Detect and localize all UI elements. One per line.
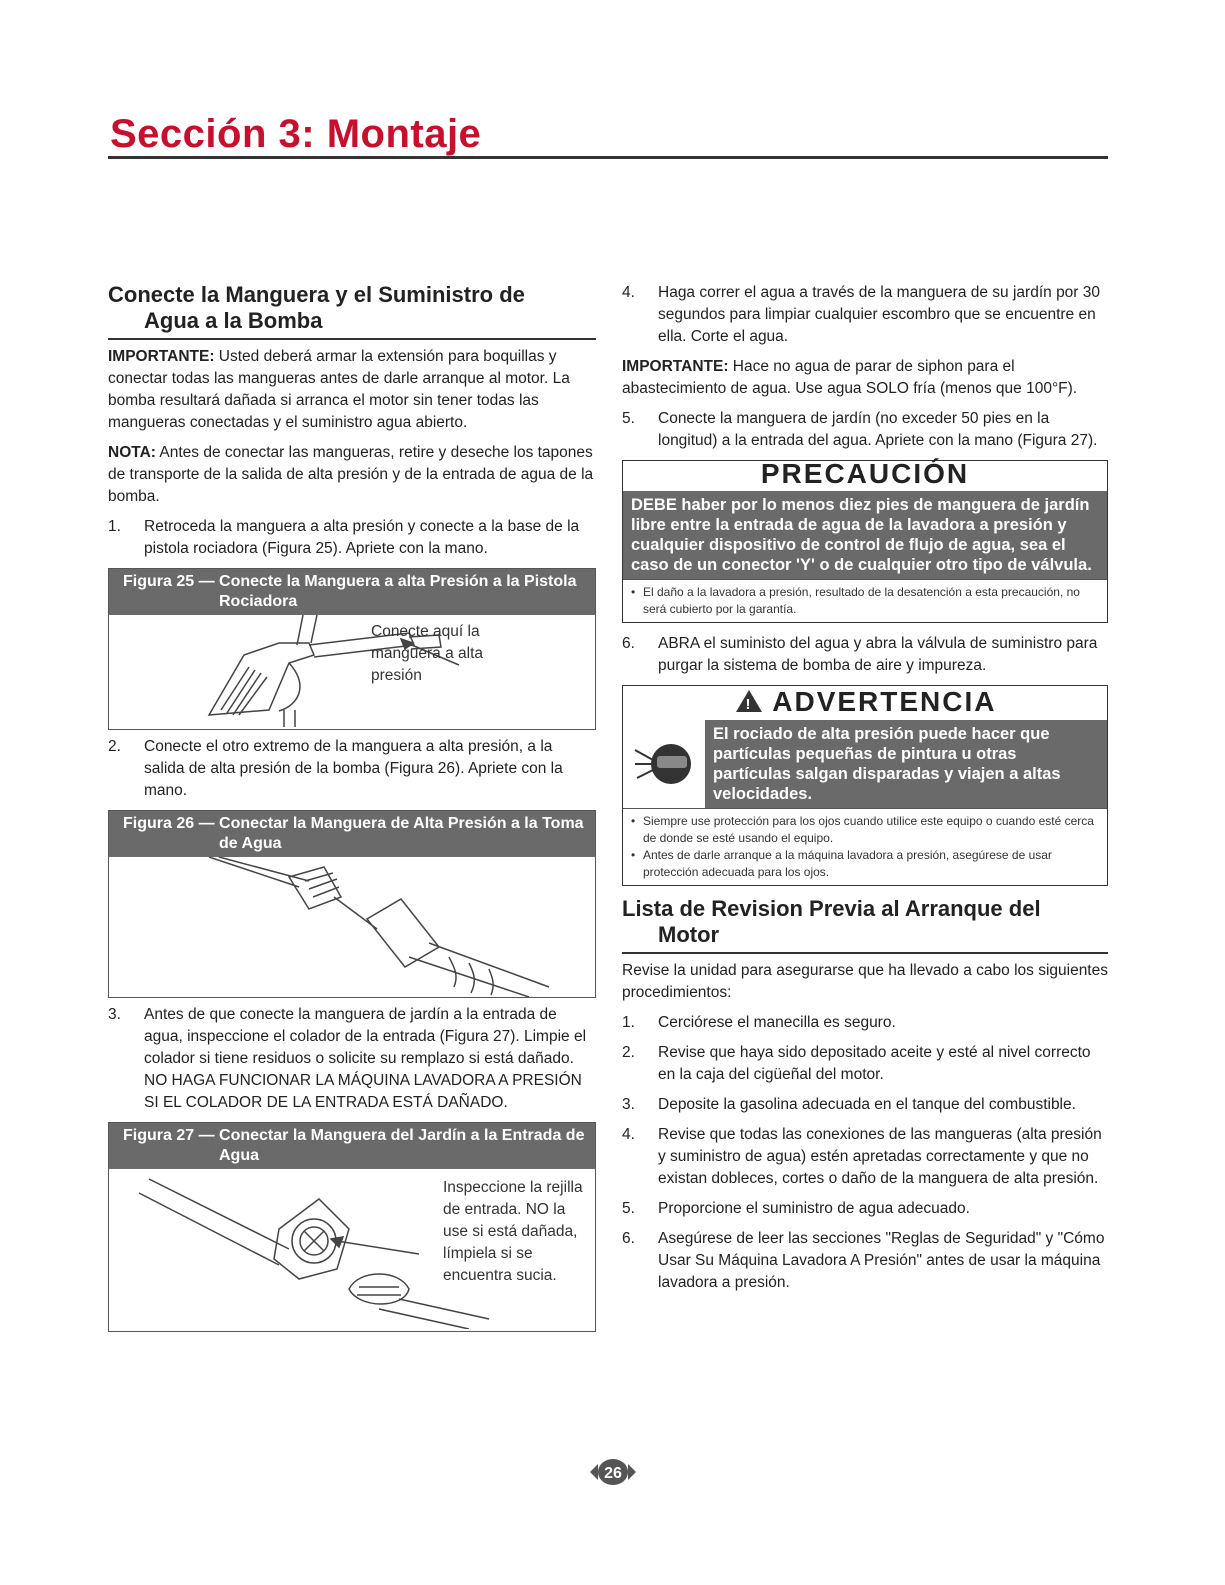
- caution-box: [622, 460, 1108, 623]
- header-rule: [108, 156, 1108, 159]
- step-2: 2. Conecte el otro extremo de la manguera a alta presión, a la salida de alta presión de la bomba (Figura 26). Apriete con la mano.: [108, 738, 563, 799]
- hose-fitting-illustration: [109, 857, 595, 997]
- figure-25: [108, 568, 596, 730]
- warning-bullet: • Antes de darle arranque a la máquina lavadora a presión, asegúrese de usar protección adecuada para los ojos.: [631, 847, 1099, 881]
- figure-25-callout: Conecte aquí la manguera a alta presión: [371, 623, 484, 684]
- warning-title: ! ADVERTENCIA: [623, 686, 1107, 720]
- left-section-heading: [108, 282, 596, 340]
- warning-bullet: • Siempre use protección para los ojos cuando utilice este equipo o cuando esté cerca de donde se esté usando el equipo.: [631, 813, 1099, 847]
- spray-gun-illustration: [109, 615, 595, 727]
- checklist-item: 5. Proporcione el suministro de agua adecuado.: [622, 1200, 970, 1217]
- caution-title: PRECAUCIÓN: [760, 458, 970, 489]
- right-heading-line1: Lista de Revision Previa al Arranque del: [622, 896, 1041, 921]
- caution-bullet: • El daño a la lavadora a presión, resultado de la desatención a esta precaución, no será cubierto por la garantía.: [631, 584, 1099, 618]
- section-title: Sección 3: Montaje: [110, 112, 482, 156]
- left-heading-line2: Agua a la Bomba: [144, 308, 323, 333]
- important-water-note: IMPORTANTE: Hace no agua de parar de siphon para el abastecimiento de agua. Use agua SOLO fría (menos que 100°F).: [622, 358, 1078, 397]
- page-number: 26: [604, 1465, 622, 1482]
- caution-banner: DEBE haber por lo menos diez pies de manguera de jardín libre entre la entrada de agua de la lavadora a presión y cualquier dispositivo de control de flujo de agua, sea el caso de un conector 'Y' o de cualquier otro tipo de válvula.: [623, 491, 1107, 579]
- step-3: 3. Antes de que conecte la manguera de jardín a la entrada de agua, inspeccione el colador de la entrada (Figura 27). Limpie el colador si tiene residuos o solicite su remplazo si está dañado. NO HAGA FUNCIONAR LA MÁQUINA LAVADORA A PRESIÓN SI EL COLADOR DE LA ENTRADA ESTÁ DAÑADO.: [108, 1006, 587, 1111]
- figure-26: [108, 810, 596, 998]
- figure-26-caption: Figura 26 — Conectar la Manguera de Alta Presión a la Toma de Agua: [109, 811, 595, 857]
- left-column: [108, 282, 596, 1338]
- warning-banner: El rociado de alta presión puede hacer que partículas pequeñas de pintura u otras partículas salgan disparadas y viajen a altas velocidades.: [705, 720, 1107, 808]
- figure-27-callout: Inspeccione la rejilla de entrada. NO la use si está dañada, límpiela si se encuentra sucia.: [443, 1179, 583, 1284]
- step-4: 4. Haga correr el agua a través de la manguera de su jardín por 30 segundos para limpiar cualquier escombro que se encuentre en ella. Corte el agua.: [622, 284, 1101, 345]
- warning-box: [622, 685, 1108, 886]
- checklist-item: 3. Deposite la gasolina adecuada en el tanque del combustible.: [622, 1096, 1076, 1113]
- checklist-intro: Revise la unidad para asegurarse que ha llevado a cabo los siguientes procedimientos:: [622, 962, 1108, 1001]
- important-note: IMPORTANTE: Usted deberá armar la extensión para boquillas y conectar todas las mangueras antes de darle arranque al motor. La bomba resultará dañada si arranca el motor sin tener todas las mangueras conectadas y el suministro agua abierto.: [108, 348, 570, 431]
- page-number-badge: [590, 1458, 636, 1486]
- right-heading-line2: Motor: [658, 922, 720, 947]
- figure-25-caption: Figura 25 — Conecte la Manguera a alta Presión a la Pistola Rociadora: [109, 569, 595, 615]
- checklist-item: 2. Revise que haya sido depositado aceite y esté al nivel correcto en la caja del cigüeñal del motor.: [622, 1044, 1091, 1083]
- warning-bullets: [623, 808, 1107, 885]
- checklist-item: 1. Cerciórese el manecilla es seguro.: [622, 1014, 896, 1031]
- left-heading-line1: Conecte la Manguera y el Suministro de: [108, 282, 525, 307]
- figure-27: [108, 1122, 596, 1332]
- step-6: 6. ABRA el suministo del agua y abra la válvula de suministro para purgar la sistema de bomba de aire y impureza.: [622, 635, 1098, 674]
- caution-bullets: [623, 579, 1107, 622]
- right-column: [622, 282, 1108, 1302]
- right-section-heading: [622, 896, 1108, 954]
- nota-note: NOTA: Antes de conectar las mangueras, retire y deseche los tapones de transporte de la salida de alta presión y de la entrada de agua de la bomba.: [108, 444, 594, 505]
- figure-27-caption: Figura 27 — Conectar la Manguera del Jardín a la Entrada de Agua: [109, 1123, 595, 1169]
- eye-protection-icon: [623, 720, 705, 808]
- warning-triangle-icon: [734, 686, 773, 717]
- step-5: 5. Conecte la manguera de jardín (no exceder 50 pies en la longitud) a la entrada del agua. Apriete con la mano (Figura 27).: [622, 410, 1098, 449]
- checklist-item: 6. Asegúrese de leer las secciones "Reglas de Seguridad" y "Cómo Usar Su Máquina Lavadora A Presión" antes de usar la máquina lavadora a presión.: [622, 1230, 1105, 1291]
- checklist-item: 4. Revise que todas las conexiones de las mangueras (alta presión y suministro de agua) estén apretadas correctamente y que no existan dobleces, cortes o daño de la manguera de alta presión.: [622, 1126, 1102, 1187]
- step-1: 1. Retroceda la manguera a alta presión y conecte a la base de la pistola rociadora (Figura 25). Apriete con la mano.: [108, 518, 580, 557]
- svg-text:!: !: [745, 696, 752, 713]
